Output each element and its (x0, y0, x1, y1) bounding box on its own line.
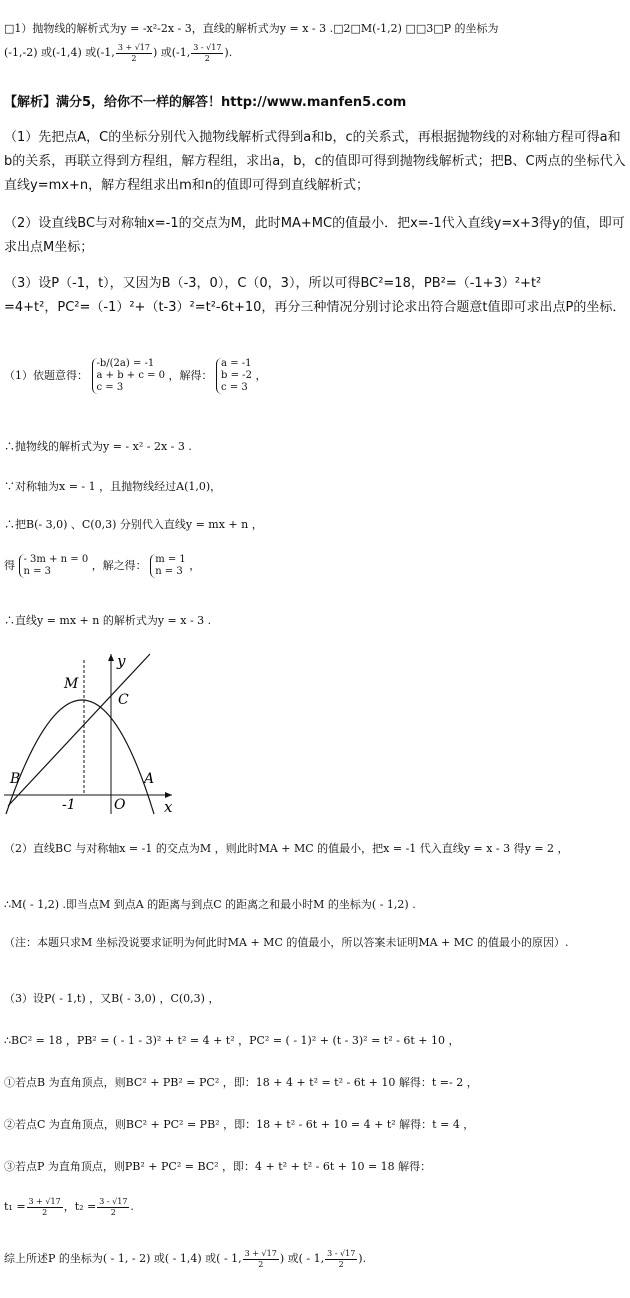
answer-line-2 (4, 42, 626, 64)
t1-fraction: $\frac{3 + √17}{2}$ (28, 1196, 61, 1217)
solution-step-3: ∵对称轴为x = - 1 ，且抛物线经过A(1,0)， (4, 480, 222, 493)
sys3-eq1: - 3m + n = 0 (23, 554, 89, 565)
answer-text-2a: (-1,-2) 或(-1,4) 或(-1, (4, 46, 115, 59)
equation-system-4 (150, 554, 186, 578)
s16-text-b: ) 或( - 1, (279, 1252, 325, 1265)
final-fraction-minus: $\frac{3 - √17}{2}$ (327, 1248, 356, 1269)
y-axis-arrow (108, 654, 114, 661)
sys2-eq2: b = -2 (221, 370, 252, 381)
sys4-eq2: n = 3 (155, 566, 183, 577)
s16-text-a: 综上所述P 的坐标为( - 1, - 2) 或( - 1,4) 或( - 1, (4, 1252, 242, 1265)
solution-step-16 (4, 1248, 626, 1270)
solution-step-5 (4, 554, 626, 578)
line-bc (8, 654, 150, 806)
label-neg1: -1 (62, 797, 76, 813)
label-b: B (10, 771, 21, 787)
solution-step-12: ①若点B 为直角顶点，则BC² + PB² = PC² ，即：18 + 4 + t² = t² - 6t + 10 解得：t =- 2 ， (4, 1076, 478, 1089)
solution-step-1 (4, 358, 626, 394)
answer-text-2c: ). (224, 46, 233, 59)
s16-text-c: ). (358, 1252, 367, 1265)
s1-end: ， (255, 369, 267, 382)
equation-system-1 (92, 358, 166, 394)
t1-label: t₁ = (4, 1200, 26, 1213)
label-a: A (144, 771, 155, 787)
t2-label: ，t₂ = (63, 1200, 97, 1213)
parabola-line-figure (0, 646, 190, 816)
solution-step-7: （2）直线BC 与对称轴x = -1 的交点为M ，则此时MA + MC 的值最小，把x = -1 代入直线y = x - 3 得y = 2 ， (4, 842, 569, 855)
label-x: x (164, 798, 173, 816)
sys3-eq2: n = 3 (23, 566, 52, 577)
hint-1: （1）先把点A，C的坐标分别代入抛物线解析式得到a和b，c的关系式，再根据抛物线的对称轴方程可得a和b的关系，再联立得到方程组，解方程组，求出a，b，c的值即可得到抛物线解析式；把B、C两点的坐标代入直线y=mx+n，解方程组求出m和n的值即可得到直线解析式； (4, 130, 626, 193)
solution-step-10: （3）设P( - 1,t) ，又B( - 3,0) ，C(0,3) ， (4, 992, 220, 1005)
label-m: M (64, 676, 79, 692)
equation-system-2 (216, 358, 252, 394)
solution-step-14: ③若点P 为直角顶点，则PB² + PC² = BC² ，即：4 + t² + t² - 6t + 10 = 18 解得： (4, 1160, 432, 1173)
answer-line-1 (4, 18, 626, 40)
solution-step-6: ∴直线y = mx + n 的解析式为y = x - 3 . (4, 614, 212, 627)
sys2-eq3: c = 3 (221, 382, 248, 393)
sys1-eq3: c = 3 (96, 382, 124, 393)
final-fraction-plus: $\frac{3 + √17}{2}$ (244, 1248, 277, 1269)
solution-step-11: ∴BC² = 18 ，PB² = ( - 1 - 3)² + t² = 4 + t² ，PC² = ( - 1)² + (t - 3)² = t² - 6t + 10 ， (4, 1034, 460, 1047)
sys1-eq2: a + b + c = 0 (96, 370, 166, 381)
hint-3a: （3）设P（-1，t），又因为B（-3，0），C（0，3），所以可得BC²=18，PB²=（-1+3）²+t² (4, 276, 542, 291)
label-o: O (114, 797, 126, 813)
fraction-minus: $\frac{3 - √17}{2}$ (193, 42, 222, 63)
s5-prefix: 得 (4, 559, 15, 572)
solution-step-9: （注：本题只求M 坐标没说要求证明为何此时MA + MC 的值最小，所以答案未证明MA + MC 的值最小的原因）. (4, 936, 569, 949)
s15-end: . (130, 1200, 134, 1213)
label-y: y (117, 652, 126, 670)
s1-mid: ，解得： (168, 369, 213, 382)
hint-2: （2）设直线BC与对称轴x=-1的交点为M，此时MA+MC的值最小．把x=-1代入直线y=x+3得y的值，即可求出点M坐标； (4, 216, 625, 255)
s1-prefix: （1）依题意得： (4, 369, 88, 382)
sys2-eq1: a = -1 (221, 358, 252, 369)
s5-mid: ，解之得： (91, 559, 147, 572)
solution-step-2: ∴抛物线的解析式为y = - x² - 2x - 3 . (4, 440, 192, 453)
analysis-header: 【解析】满分5，给你不一样的解答！http://www.manfen5.com (4, 95, 407, 110)
solution-step-15 (4, 1196, 626, 1218)
sys4-eq1: m = 1 (155, 554, 186, 565)
s5-end: ， (189, 559, 201, 572)
parabola-curve (6, 700, 154, 814)
answer-text-1: □1）抛物线的解析式为y = -x²-2x - 3，直线的解析式为y = x - 3 .□2□M(-1,2) □□3□P 的坐标为 (4, 22, 499, 35)
label-c: C (118, 692, 129, 708)
fraction-plus: $\frac{3 + √17}{2}$ (117, 42, 150, 63)
solution-step-13: ②若点C 为直角顶点，则BC² + PC² = PB² ，即：18 + t² - 6t + 10 = 4 + t² 解得：t = 4 ， (4, 1118, 475, 1131)
equation-system-3 (19, 554, 89, 578)
solution-step-4: ∴把B(- 3,0) 、C(0,3) 分别代入直线y = mx + n ， (4, 518, 263, 531)
answer-text-2b: ) 或(-1, (152, 46, 191, 59)
hint-3b: =4+t²，PC²=（-1）²+（t-3）²=t²-6t+10，再分三种情况分别讨论求出符合题意t值即可求出点P的坐标． (4, 300, 626, 315)
solution-step-8: ∴M( - 1,2) .即当点M 到点A 的距离与到点C 的距离之和最小时M 的坐标为( - 1,2) . (4, 898, 416, 911)
sys1-eq1: -b/(2a) = -1 (96, 358, 155, 369)
t2-fraction: $\frac{3 - √17}{2}$ (99, 1196, 128, 1217)
